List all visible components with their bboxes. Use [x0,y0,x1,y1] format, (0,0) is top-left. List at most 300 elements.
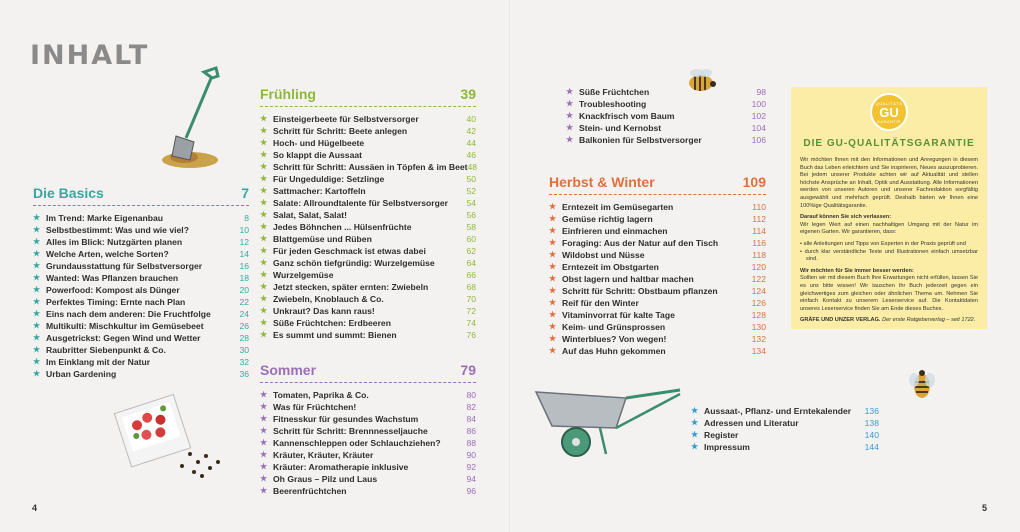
toc-entry-text: Foraging: Aus der Natur auf den Tisch [562,238,719,248]
star-icon: ★ [33,237,41,246]
toc-entry[interactable] [260,209,476,221]
toc-entry-page: 48 [467,162,478,172]
toc-entry[interactable] [260,245,476,257]
toc-entry-text: Fitnesskur für gesundes Wachstum [273,414,419,424]
page-number-left: 4 [32,503,38,513]
toc-entry[interactable] [260,221,476,233]
toc-entry-page: 76 [466,330,476,340]
toc-entry[interactable] [33,212,249,224]
toc-entry-text: Alles im Blick: Nutzgärten planen [46,237,183,247]
toc-entry[interactable] [691,429,879,441]
toc-entry-page: 110 [752,202,766,212]
toc-entry-page: 22 [239,297,249,307]
guarantee-rely [800,214,978,237]
toc-entry-page: 84 [466,414,476,424]
toc-entry[interactable] [691,417,879,429]
toc-entry-label [260,413,418,425]
toc-entry[interactable] [260,449,476,461]
toc-entry-label [549,273,694,285]
toc-entry-label [260,317,391,329]
star-icon: ★ [33,213,41,222]
toc-entry[interactable] [260,329,476,341]
toc-entry-page: 18 [239,273,249,283]
toc-entry[interactable] [260,137,476,149]
toc-entry-text: Sattmacher: Kartoffeln [273,186,366,196]
star-icon: ★ [566,111,574,120]
toc-entry[interactable] [566,110,766,122]
star-icon: ★ [549,250,557,259]
toc-entry-text: Für Ungeduldige: Setzlinge [273,174,385,184]
toc-entry-label [33,368,116,380]
seal-logo: GU [879,104,899,120]
toc-entry-page: 126 [751,298,766,308]
toc-entry-text: Auf das Huhn gekommen [562,346,666,356]
toc-entry-page: 10 [239,225,249,235]
spade-illustration [160,64,230,170]
toc-entry[interactable] [260,149,476,161]
seal-top-text: QUALITÄTS [875,100,903,106]
toc-entry-label [691,441,750,453]
star-icon: ★ [260,474,268,483]
toc-entry-text: Keim- und Grünsprossen [562,322,666,332]
toc-entry[interactable] [549,333,766,345]
toc-entry-page: 74 [466,318,476,328]
toc-entry-text: Stein- und Kernobst [579,123,662,133]
entry-list [33,212,249,380]
toc-entry[interactable] [260,161,476,173]
toc-entry-label [33,344,166,356]
page-number-right: 5 [982,503,988,513]
toc-entry[interactable] [33,248,249,260]
toc-entry-text: Troubleshooting [579,99,647,109]
star-icon: ★ [260,294,268,303]
toc-entry[interactable] [260,317,476,329]
toc-entry-text: Aussaat-, Pflanz- und Erntekalender [704,406,852,416]
toc-entry[interactable] [691,441,879,453]
star-icon: ★ [260,306,268,315]
star-icon: ★ [33,249,41,258]
toc-entry[interactable] [549,237,766,249]
seed-packet-illustration [110,392,230,482]
toc-entry[interactable] [549,321,766,333]
toc-entry-text: Powerfood: Kompost als Dünger [46,285,180,295]
toc-entry-label [549,213,653,225]
toc-entry-text: Im Trend: Marke Eigenanbau [46,213,163,223]
toc-entry[interactable] [260,401,476,413]
toc-entry-label [33,272,178,284]
star-icon: ★ [260,222,268,231]
toc-entry[interactable] [549,309,766,321]
better-text: Sollten wir mit diesem Buch Ihre Erwartungen nicht erfüllen, lassen Sie es uns bitte wissen! Wir tauschen Ihr Buch jederzeit gegen ein gleichwertiges zum gleichen oder ähnlichen Thema um. Nehmen Sie einfach Kontakt zu unserem Leserservice auf. Die Kontaktdaten unseres Leserservice finden Sie am Ende dieses Buches. [800,275,978,312]
toc-entry-text: Impressum [704,442,750,452]
toc-entry-text: Oh Graus – Pilz und Laus [273,474,378,484]
toc-entry-page: 20 [239,285,249,295]
toc-entry-page: 36 [239,369,249,379]
toc-entry-text: Salat, Salat, Salat! [273,210,348,220]
guarantee-better [800,268,978,314]
toc-entry-label [260,209,347,221]
star-icon: ★ [260,462,268,471]
toc-entry-label [33,284,180,296]
toc-entry-label [260,233,372,245]
toc-entry-page: 130 [751,322,766,332]
toc-entry-label [33,260,202,272]
section-page: 7 [241,185,249,201]
section-heading[interactable] [549,174,766,195]
guarantee-signature [800,317,978,325]
toc-entry-page: 24 [239,309,249,319]
toc-entry-text: Ausgetrickst: Gegen Wind und Wetter [46,333,201,343]
toc-entry-text: Schritt für Schritt: Aussäen in Töpfen & im Beet [273,162,468,172]
toc-entry-label [260,449,373,461]
toc-entry-text: Reif für den Winter [562,298,639,308]
star-icon: ★ [260,186,268,195]
toc-entry[interactable] [33,296,249,308]
toc-entry-label [549,249,645,261]
star-icon: ★ [260,438,268,447]
toc-entry[interactable] [260,257,476,269]
star-icon: ★ [549,322,557,331]
toc-entry-page: 96 [466,486,476,496]
better-heading: Wir möchten für Sie immer besser werden: [800,267,914,274]
toc-entry[interactable] [260,185,476,197]
star-icon: ★ [33,285,41,294]
toc-entry-page: 92 [466,462,476,472]
toc-entry-text: Wanted: Was Pflanzen brauchen [46,273,179,283]
toc-entry[interactable] [260,485,476,497]
toc-entry[interactable] [260,281,476,293]
star-icon: ★ [549,346,557,355]
toc-entry-page: 42 [466,126,476,136]
toc-entry-page: 114 [752,226,766,236]
toc-entry[interactable] [33,344,249,356]
toc-entry-text: Kräuter: Aromatherapie inklusive [273,462,409,472]
toc-entry[interactable] [260,269,476,281]
toc-entry-page: 32 [239,357,249,367]
rely-bullet-2: • durch klar verständliche Texte und Illustrationen einfach umsetzbar sind. [800,248,978,263]
toc-entry-text: Jedes Böhnchen ... Hülsenfrüchte [273,222,412,232]
toc-entry[interactable] [260,293,476,305]
toc-entry[interactable] [260,197,476,209]
toc-entry-page: 72 [466,306,476,316]
toc-entry-label [260,197,448,209]
toc-entry[interactable] [260,305,476,317]
toc-entry[interactable] [260,389,476,401]
toc-entry-label [566,98,646,110]
entry-list [260,389,476,497]
toc-entry-page: 14 [239,249,249,259]
toc-entry-page: 88 [466,438,476,448]
toc-entry-text: Schritt für Schritt: Beete anlegen [273,126,408,136]
star-icon: ★ [260,486,268,495]
toc-entry-page: 26 [239,321,249,331]
star-icon: ★ [549,214,557,223]
toc-entry[interactable] [691,405,879,417]
star-icon: ★ [260,234,268,243]
toc-entry-page: 64 [466,258,476,268]
toc-entry[interactable] [549,225,766,237]
star-icon: ★ [566,123,574,132]
star-icon: ★ [549,238,557,247]
star-icon: ★ [260,318,268,327]
toc-entry-page: 94 [466,474,476,484]
toc-entry-page: 40 [466,114,476,124]
toc-entry-page: 98 [756,87,766,97]
toc-entry[interactable] [549,345,766,357]
star-icon: ★ [33,345,41,354]
toc-entry-text: Wildobst und Nüsse [562,250,645,260]
toc-entry-text: Beerenfrüchtchen [273,486,347,496]
star-icon: ★ [260,258,268,267]
toc-entry[interactable] [33,260,249,272]
toc-entry[interactable] [566,86,766,98]
toc-entry-text: Eins nach dem anderen: Die Fruchtfolge [46,309,211,319]
toc-entry-text: Was für Früchtchen! [273,402,357,412]
section-spring [260,86,476,341]
toc-entry-page: 58 [466,222,476,232]
toc-entry-text: Süße Früchtchen: Erdbeeren [273,318,391,328]
toc-entry[interactable] [260,125,476,137]
star-icon: ★ [33,225,41,234]
toc-entry-page: 104 [751,123,766,133]
star-icon: ★ [33,321,41,330]
toc-entry[interactable] [549,201,766,213]
star-icon: ★ [549,274,557,283]
toc-entry[interactable] [260,461,476,473]
toc-entry[interactable] [33,356,249,368]
star-icon: ★ [549,286,557,295]
toc-entry-label [260,389,369,401]
toc-entry[interactable] [260,173,476,185]
toc-entry-label [260,149,362,161]
toc-entry-text: Süße Früchtchen [579,87,650,97]
toc-entry-text: Ganz schön tiefgründig: Wurzelgemüse [273,258,435,268]
star-icon: ★ [33,369,41,378]
section-heading[interactable] [260,362,476,383]
toc-entry-label [33,236,182,248]
toc-entry-text: Einfrieren und einmachen [562,226,668,236]
section-page: 79 [460,362,476,378]
star-icon: ★ [691,442,699,451]
toc-entry[interactable] [260,437,476,449]
toc-entry-page: 138 [864,418,879,428]
entry-list [566,86,766,146]
star-icon: ★ [260,282,268,291]
toc-entry-page: 70 [466,294,476,304]
toc-entry-label [33,296,185,308]
star-icon: ★ [33,297,41,306]
star-icon: ★ [33,333,41,342]
toc-entry[interactable] [549,273,766,285]
toc-entry-page: 124 [751,286,766,296]
toc-entry-page: 132 [751,334,766,344]
toc-entry-label [33,248,169,260]
toc-entry[interactable] [549,285,766,297]
toc-entry-page: 60 [466,234,476,244]
toc-entry-page: 140 [864,430,879,440]
toc-entry-label [549,237,718,249]
toc-entry-page: 144 [864,442,879,452]
toc-entry-text: So klappt die Aussaat [273,150,362,160]
star-icon: ★ [260,150,268,159]
star-icon: ★ [549,226,557,235]
toc-entry[interactable] [33,224,249,236]
toc-entry[interactable] [566,134,766,146]
star-icon: ★ [260,138,268,147]
toc-entry-text: Perfektes Timing: Ernte nach Plan [46,297,186,307]
toc-entry[interactable] [260,425,476,437]
toc-entry-label [260,125,407,137]
toc-entry-label [33,356,150,368]
star-icon: ★ [260,414,268,423]
star-icon: ★ [260,174,268,183]
wheelbarrow-illustration [530,382,690,462]
toc-entry-text: Im Einklang mit der Natur [46,357,151,367]
star-icon: ★ [549,310,557,319]
star-icon: ★ [33,309,41,318]
toc-entry-page: 134 [751,346,766,356]
star-icon: ★ [260,210,268,219]
star-icon: ★ [260,330,268,339]
toc-entry-page: 50 [466,174,476,184]
toc-entry[interactable] [549,297,766,309]
toc-entry[interactable] [33,320,249,332]
star-icon: ★ [33,357,41,366]
toc-entry-label [260,329,397,341]
section-title: Herbst & Winter [549,174,655,190]
toc-entry[interactable] [260,233,476,245]
guarantee-text [800,157,978,325]
toc-entry[interactable] [566,122,766,134]
toc-entry[interactable] [33,236,249,248]
guarantee-intro: Wir möchten Ihnen mit den Informationen und Anregungen in diesem Buch das Leben erleichtern und Sie inspirieren, Neues auszuprobieren. Bei jedem unserer Produkte achten wir auf Aktualität und stellen höchste Ansprüche an Inhalt, Optik und Ausstattung. Alle Informationen werden von unseren Autoren und unserer Fachredaktion sorgfältig ausgewählt und mehrfach geprüft. Deshalb bieten wir Ihnen eine 100%ige Qualitätsgarantie. [800,157,978,209]
toc-entry-label [260,113,419,125]
toc-entry-page: 128 [751,310,766,320]
toc-entry-page: 68 [466,282,476,292]
star-icon: ★ [33,273,41,282]
toc-entry-label [260,173,384,185]
toc-entry-text: Tomaten, Paprika & Co. [273,390,369,400]
toc-entry-text: Schritt für Schritt: Obstbaum pflanzen [562,286,718,296]
bee-illustration-bottom [904,366,940,402]
rely-bullet-1: • alle Anleitungen und Tipps von Experten in der Praxis geprüft und [800,240,966,247]
toc-entry[interactable] [260,473,476,485]
toc-entry[interactable] [566,98,766,110]
star-icon: ★ [549,202,557,211]
entry-list [260,113,476,341]
toc-entry-label [33,224,189,236]
toc-entry-page: 28 [239,333,249,343]
toc-entry-text: Blattgemüse und Rüben [273,234,372,244]
page-gutter [509,0,511,532]
toc-entry-page: 16 [239,261,249,271]
toc-entry-text: Multikulti: Mischkultur im Gemüsebeet [46,321,204,331]
toc-entry-page: 112 [752,214,766,224]
toc-entry-label [549,261,659,273]
toc-entry-label [33,332,200,344]
rely-heading: Darauf können Sie sich verlassen: [800,214,892,221]
toc-entry-text: Winterblues? Von wegen! [562,334,667,344]
toc-entry-label [260,473,377,485]
toc-entry-text: Kräuter, Kräuter, Kräuter [273,450,374,460]
toc-entry-page: 118 [752,250,766,260]
star-icon: ★ [566,99,574,108]
section-appendix [691,405,879,453]
toc-entry-label [260,257,435,269]
toc-entry-text: Erntezeit im Obstgarten [562,262,659,272]
toc-entry[interactable] [260,113,476,125]
toc-entry-label [549,345,666,357]
toc-entry-label [260,185,366,197]
page-title: INHALT [30,40,150,71]
toc-entry-text: Für jeden Geschmack ist etwas dabei [273,246,426,256]
toc-entry-page: 30 [239,345,249,355]
toc-entry-page: 116 [752,238,766,248]
star-icon: ★ [260,126,268,135]
section-heading[interactable] [33,185,249,206]
toc-entry-text: Register [704,430,739,440]
toc-entry[interactable] [33,284,249,296]
toc-entry-label [549,225,668,237]
toc-entry-page: 102 [751,111,766,121]
toc-entry-label [549,297,639,309]
star-icon: ★ [33,261,41,270]
section-summer [260,362,476,497]
toc-entry[interactable] [33,332,249,344]
toc-entry-label [33,212,163,224]
toc-entry[interactable] [260,413,476,425]
toc-entry-page: 62 [466,246,476,256]
toc-entry[interactable] [549,249,766,261]
toc-entry-page: 100 [751,99,766,109]
star-icon: ★ [260,426,268,435]
toc-entry[interactable] [33,308,249,320]
toc-entry-text: Es summt und summt: Bienen [273,330,397,340]
toc-entry-label [566,134,702,146]
toc-entry-text: Schritt für Schritt: Brennnesseljauche [273,426,428,436]
section-heading[interactable] [260,86,476,107]
toc-entry-page: 66 [466,270,476,280]
section-summer-continued [566,86,766,146]
toc-entry-page: 56 [466,210,476,220]
section-page: 109 [742,174,766,190]
section-title: Sommer [260,362,317,378]
toc-entry[interactable] [549,213,766,225]
toc-entry-label [691,417,799,429]
toc-entry-page: 80 [466,390,476,400]
section-basics [33,185,249,380]
toc-entry-text: Hoch- und Hügelbeete [273,138,365,148]
toc-entry-label [260,485,347,497]
toc-entry-page: 44 [466,138,476,148]
toc-entry-page: 82 [466,402,476,412]
toc-entry-text: Einsteigerbeete für Selbstversorger [273,114,419,124]
star-icon: ★ [260,402,268,411]
star-icon: ★ [691,418,699,427]
toc-entry-page: 120 [751,262,766,272]
toc-entry[interactable] [549,261,766,273]
star-icon: ★ [260,198,268,207]
toc-entry-label [260,461,408,473]
toc-entry[interactable] [33,368,249,380]
toc-entry-text: Grundausstattung für Selbstversorger [46,261,203,271]
toc-entry-text: Vitaminvorrat für kalte Tage [562,310,675,320]
star-icon: ★ [549,262,557,271]
toc-entry-text: Unkraut? Das kann raus! [273,306,375,316]
toc-entry-label [549,309,675,321]
toc-entry[interactable] [33,272,249,284]
toc-entry-text: Urban Gardening [46,369,117,379]
